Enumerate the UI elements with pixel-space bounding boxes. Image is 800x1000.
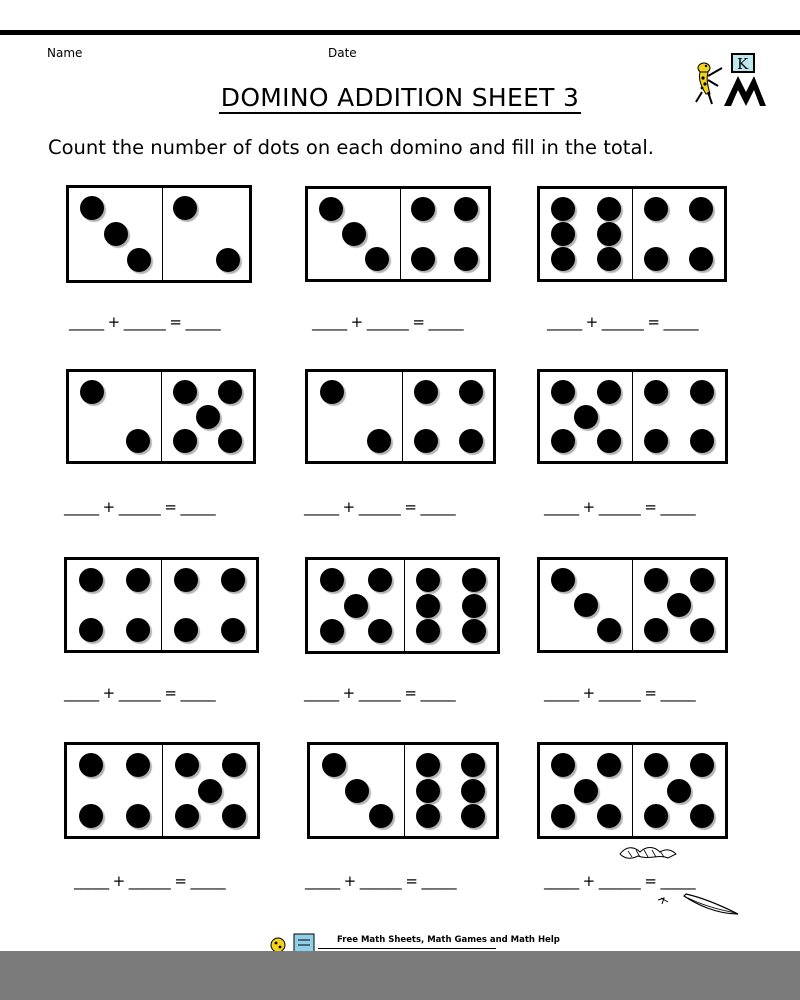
pip-dot: [644, 568, 668, 592]
domino-left-half: [540, 372, 632, 461]
domino-4: [66, 369, 256, 464]
domino-10: [64, 742, 260, 839]
logo-letter: K: [737, 55, 749, 73]
pip-dot: [690, 380, 714, 404]
answer-line-5[interactable]: _____ + ______ = _____: [304, 498, 456, 516]
pip-dot: [80, 196, 104, 220]
domino-1: [66, 185, 252, 283]
domino-2: [305, 186, 491, 282]
pip-dot: [344, 594, 368, 618]
pip-dot: [551, 380, 575, 404]
pencil-scribble-icon: [618, 842, 678, 864]
pip-dot: [320, 380, 344, 404]
domino-right-half: [405, 745, 496, 836]
pip-dot: [414, 429, 438, 453]
pip-dot: [104, 222, 128, 246]
domino-left-half: [308, 560, 404, 651]
pip-dot: [644, 753, 668, 777]
domino-right-half: [633, 560, 725, 650]
pip-dot: [644, 197, 668, 221]
answer-line-2[interactable]: _____ + ______ = _____: [312, 313, 464, 331]
pip-dot: [689, 197, 713, 221]
pip-dot: [126, 429, 150, 453]
pip-dot: [597, 804, 621, 828]
pip-dot: [459, 429, 483, 453]
pip-dot: [459, 380, 483, 404]
pip-dot: [222, 753, 246, 777]
domino-right-half: [405, 560, 497, 651]
pip-dot: [551, 804, 575, 828]
domino-right-half: [633, 372, 725, 461]
pip-dot: [345, 779, 369, 803]
answer-line-1[interactable]: _____ + ______ = _____: [69, 313, 221, 331]
answer-line-3[interactable]: _____ + ______ = _____: [547, 313, 699, 331]
domino-left-half: [540, 745, 632, 836]
pip-dot: [173, 196, 197, 220]
pip-dot: [368, 568, 392, 592]
pip-dot: [174, 618, 198, 642]
pip-dot: [462, 619, 486, 643]
domino-right-half: [163, 745, 257, 836]
pip-dot: [597, 380, 621, 404]
domino-right-half: [162, 372, 253, 461]
pip-dot: [175, 804, 199, 828]
pip-dot: [462, 594, 486, 618]
pip-dot: [597, 222, 621, 246]
domino-left-half: [308, 372, 402, 461]
pip-dot: [411, 197, 435, 221]
domino-3: [537, 186, 727, 282]
domino-left-half: [540, 560, 632, 650]
pip-dot: [80, 380, 104, 404]
domino-left-half: [308, 189, 400, 279]
pip-dot: [462, 568, 486, 592]
footer-rule: [318, 948, 496, 949]
pip-dot: [551, 222, 575, 246]
domino-right-half: [633, 189, 724, 279]
name-label: Name: [47, 46, 83, 60]
instructions: Count the number of dots on each domino and fill in the total.: [48, 136, 655, 159]
domino-right-half: [401, 189, 488, 279]
pip-dot: [196, 405, 220, 429]
pip-dot: [597, 753, 621, 777]
domino-8: [305, 557, 500, 654]
pip-dot: [79, 618, 103, 642]
pip-dot: [667, 779, 691, 803]
pip-dot: [342, 222, 366, 246]
pip-dot: [414, 380, 438, 404]
pip-dot: [690, 753, 714, 777]
pip-dot: [320, 619, 344, 643]
domino-7: [64, 557, 259, 653]
pip-dot: [644, 429, 668, 453]
answer-line-12[interactable]: _____ + ______ = _____: [544, 872, 696, 890]
answer-line-9[interactable]: _____ + ______ = _____: [544, 684, 696, 702]
date-label: Date: [328, 46, 357, 60]
answer-line-8[interactable]: _____ + ______ = _____: [304, 684, 456, 702]
pip-dot: [173, 380, 197, 404]
leaf-doodle-icon: [656, 892, 742, 920]
pip-dot: [689, 247, 713, 271]
pip-dot: [416, 753, 440, 777]
pip-dot: [644, 380, 668, 404]
pip-dot: [368, 619, 392, 643]
pip-dot: [173, 429, 197, 453]
bottom-band: [0, 951, 800, 1000]
domino-6: [537, 369, 728, 464]
pip-dot: [416, 594, 440, 618]
top-rule: [0, 30, 800, 35]
pip-dot: [369, 804, 393, 828]
domino-left-half: [69, 372, 161, 461]
pip-dot: [690, 568, 714, 592]
pip-dot: [198, 779, 222, 803]
pip-dot: [320, 568, 344, 592]
domino-right-half: [162, 560, 256, 650]
pip-dot: [79, 753, 103, 777]
pip-dot: [175, 753, 199, 777]
pip-dot: [551, 429, 575, 453]
pip-dot: [126, 618, 150, 642]
answer-line-6[interactable]: _____ + ______ = _____: [544, 498, 696, 516]
pip-dot: [597, 618, 621, 642]
pip-dot: [461, 779, 485, 803]
pip-dot: [367, 429, 391, 453]
pip-dot: [416, 619, 440, 643]
domino-11: [307, 742, 499, 839]
pip-dot: [454, 197, 478, 221]
domino-right-half: [403, 372, 493, 461]
pip-dot: [644, 247, 668, 271]
pip-dot: [551, 568, 575, 592]
pip-dot: [597, 247, 621, 271]
pip-dot: [319, 197, 343, 221]
pip-dot: [218, 429, 242, 453]
pip-dot: [79, 568, 103, 592]
answer-line-4[interactable]: _____ + ______ = _____: [64, 498, 216, 516]
pip-dot: [416, 568, 440, 592]
pip-dot: [221, 568, 245, 592]
pip-dot: [79, 804, 103, 828]
domino-right-half: [163, 188, 249, 280]
pip-dot: [411, 247, 435, 271]
pip-dot: [126, 804, 150, 828]
page-title: DOMINO ADDITION SHEET 3: [220, 83, 580, 112]
pip-dot: [690, 804, 714, 828]
pip-dot: [216, 248, 240, 272]
answer-line-10[interactable]: _____ + ______ = _____: [74, 872, 226, 890]
domino-right-half: [633, 745, 725, 836]
domino-left-half: [310, 745, 404, 836]
pip-dot: [574, 405, 598, 429]
answer-line-11[interactable]: _____ + ______ = _____: [305, 872, 457, 890]
pip-dot: [322, 753, 346, 777]
domino-left-half: [67, 745, 162, 836]
domino-9: [537, 557, 728, 653]
pip-dot: [174, 568, 198, 592]
pip-dot: [126, 568, 150, 592]
pip-dot: [644, 618, 668, 642]
domino-left-half: [540, 189, 632, 279]
pip-dot: [690, 429, 714, 453]
pip-dot: [127, 248, 151, 272]
pip-dot: [416, 779, 440, 803]
domino-left-half: [67, 560, 161, 650]
pip-dot: [597, 429, 621, 453]
pip-dot: [365, 247, 389, 271]
pip-dot: [644, 804, 668, 828]
pip-dot: [126, 753, 150, 777]
pip-dot: [218, 380, 242, 404]
pip-dot: [461, 753, 485, 777]
pip-dot: [597, 197, 621, 221]
pip-dot: [667, 593, 691, 617]
domino-12: [537, 742, 728, 839]
pip-dot: [551, 247, 575, 271]
domino-5: [305, 369, 496, 464]
pip-dot: [461, 804, 485, 828]
pip-dot: [221, 618, 245, 642]
pip-dot: [416, 804, 440, 828]
pip-dot: [574, 779, 598, 803]
pip-dot: [222, 804, 246, 828]
pip-dot: [690, 618, 714, 642]
pip-dot: [574, 593, 598, 617]
pip-dot: [551, 753, 575, 777]
footer-text: Free Math Sheets, Math Games and Math Help: [337, 935, 560, 945]
pip-dot: [551, 197, 575, 221]
pip-dot: [454, 247, 478, 271]
answer-line-7[interactable]: _____ + ______ = _____: [64, 684, 216, 702]
domino-left-half: [69, 188, 162, 280]
